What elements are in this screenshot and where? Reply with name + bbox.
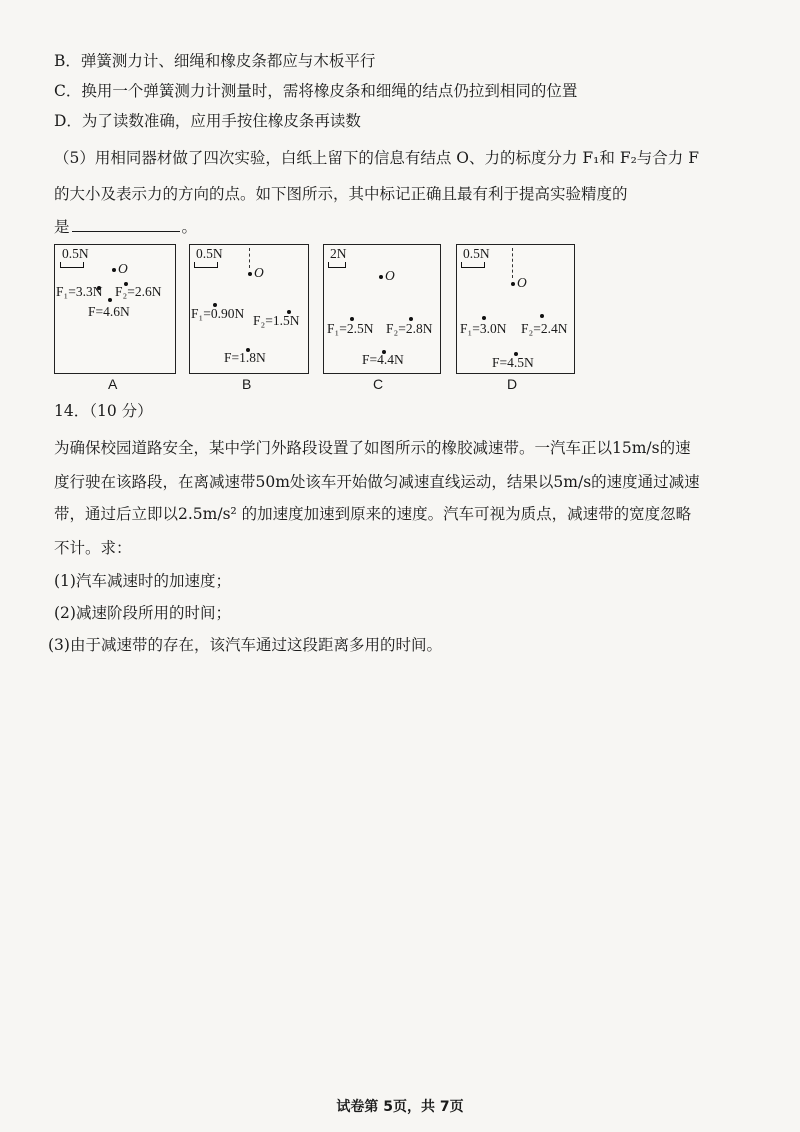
question-14-item-3: (3)由于减速带的存在，该汽车通过这段距离多用的时间。 (48, 636, 442, 654)
question-5-line-1: （5）用相同器材做了四次实验，白纸上留下的信息有结点 O、力的标度分力 F₁和 F₂与合力 F (54, 149, 699, 167)
panel-b-o-point (248, 272, 252, 276)
question-14-body-2: 度行驶在该路段，在离减速带50m处该车开始做匀减速直线运动，结果以5m/s的速度通过减速 (54, 473, 700, 491)
option-b: B．弹簧测力计、细绳和橡皮条都应与木板平行 (54, 52, 376, 70)
panel-c-label: C (373, 376, 384, 392)
panel-d-direction-line (512, 248, 513, 278)
question-14-item-1: (1)汽车减速时的加速度； (54, 572, 231, 590)
panel-c-o-label: O (385, 268, 395, 283)
panel-a-scale: 0.5N (62, 246, 89, 261)
panel-a-o-label: O (118, 261, 128, 276)
panel-c-f1: F₁=2.5N (327, 321, 374, 336)
question-5-prefix: 是 (54, 218, 70, 236)
panel-d-scale-mark (461, 262, 485, 268)
panel-a-f1: F₁=3.3N (56, 284, 103, 299)
question-14-body-4: 不计。求： (54, 539, 132, 557)
panel-d-f1: F₁=3.0N (460, 321, 507, 336)
panel-b-o-label: O (254, 265, 264, 280)
panel-d-f2: F₂=2.4N (521, 321, 568, 336)
panel-c-scale: 2N (330, 246, 347, 261)
option-c: C．换用一个弹簧测力计测量时，需将橡皮条和细绳的结点仍拉到相同的位置 (54, 82, 578, 100)
panel-c-f: F=4.4N (362, 352, 404, 367)
question-14-item-2: (2)减速阶段所用的时间； (54, 604, 231, 622)
option-d: D．为了读数准确，应用手按住橡皮条再读数 (54, 112, 361, 130)
panel-b-direction-line (249, 248, 250, 268)
page-footer: 试卷第 5页，共 7页 (336, 1099, 464, 1115)
panel-a-f2: F₂=2.6N (115, 284, 162, 299)
question-5-line-2: 的大小及表示力的方向的点。如下图所示，其中标记正确且最有利于提高实验精度的 (54, 185, 628, 203)
panel-d-f1-point (482, 316, 486, 320)
panel-b-f1: F₁=0.90N (191, 306, 245, 321)
question-5-line-3 (54, 216, 760, 238)
panel-d-label: D (507, 376, 518, 392)
panel-b-scale: 0.5N (196, 246, 223, 261)
panel-b-f: F=1.8N (224, 350, 266, 365)
question-14-body-3: 带，通过后立即以2.5m/s² 的加速度加速到原来的速度。汽车可视为质点，减速带的宽度忽略 (54, 505, 692, 523)
panel-b-label: B (242, 376, 252, 392)
panel-d-f: F=4.5N (492, 355, 534, 370)
panel-c-f2: F₂=2.8N (386, 321, 433, 336)
panel-a-label: A (108, 376, 118, 392)
panel-d-f2-point (540, 314, 544, 318)
question-14-body-1: 为确保校园道路安全，某中学门外路段设置了如图所示的橡胶减速带。一汽车正以15m/s的速 (54, 439, 691, 457)
question-5-suffix: 。 (181, 218, 198, 236)
answer-blank[interactable] (72, 217, 180, 232)
panel-c-scale-mark (328, 262, 346, 268)
question-14-heading: 14．（10 分） (54, 402, 153, 420)
panel-b-scale-mark (194, 262, 218, 268)
panel-d-o-label: O (517, 275, 527, 290)
panel-a-f-point (108, 298, 112, 302)
panel-d-o-point (511, 282, 515, 286)
panel-a-o-point (112, 268, 116, 272)
panel-b-f2: F₂=1.5N (253, 313, 300, 328)
panel-c-o-point (379, 275, 383, 279)
panel-a-scale-mark (60, 262, 84, 268)
panel-d-scale: 0.5N (463, 246, 490, 261)
panel-a-f: F=4.6N (88, 304, 130, 319)
